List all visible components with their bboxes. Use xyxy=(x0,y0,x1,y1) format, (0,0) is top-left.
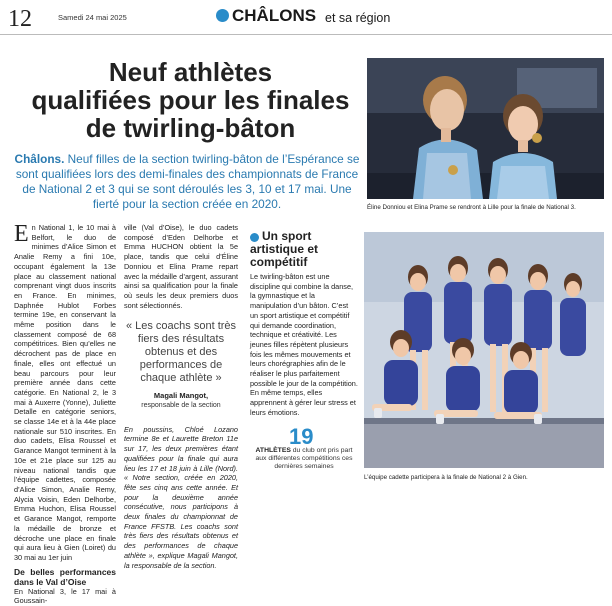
lede-text: Neuf filles de la section twirling-bâton de l’Espérance se sont qualifiées lors des demi-finales des championnats de France de National 2 et 3 qui se sont déroulés les 3, 10 et 17 mai. Une fierté pour la section créée en 2020. xyxy=(15,152,360,211)
stat-number: 19 xyxy=(289,424,314,449)
paragraph: En poussins, Chloé Lozano termine 8e et Laurette Breton 11e sur 17, les deux premières étant qualifiées pour la finale qui aura lieu les 17 et 18 juin à Lille (Nord). « Notre section, créée en 2020, fête ses cinq ans cette année. Et pour la deuxième année consécutive, nous participons à deux finales du championnat de France FFSTB. Les coachs sont très fiers des résultats obtenus et des performances de chaque athlète », explique Magali Mangot, la responsable de la section. xyxy=(124,424,238,570)
photo-team xyxy=(364,232,604,468)
subheading: De belles performances dans le Val d’Oise xyxy=(14,566,116,587)
pull-quote: « Les coachs sont très fiers des résultats obtenus et des performances de chaque athlète » xyxy=(125,320,237,385)
photo-duo xyxy=(367,58,604,199)
page-number: 12 xyxy=(8,6,32,32)
article-column-2 xyxy=(124,223,238,570)
sidebar-text: Le twirling-bâton est une discipline qui combine la danse, la gymnastique et la manipulation d’un bâton. C’est un sport artistique et compétitif qui demande coordination, technique et créativité. Les jeunes filles répètent plusieurs fois les mêmes mouvements et leurs chorégraphies afin de le réaliser le plus parfaitement possible le jour de la compétition. En même temps, elles apprennent à gérer leur stress et leurs émotions. xyxy=(250,272,358,417)
headline-line: Neuf athlètes xyxy=(108,57,273,87)
drop-cap: E xyxy=(14,221,29,247)
section-subtitle: et sa région xyxy=(325,11,391,25)
paragraph: En National 3, le 17 mai à Goussain- xyxy=(14,586,116,606)
article-headline xyxy=(28,58,353,142)
section-dot-icon xyxy=(216,9,229,22)
photo-duo-caption: Éline Donniou et Elina Prame se rendront à Lille pour la finale de National 3. xyxy=(367,204,576,211)
lede-town: Châlons. xyxy=(14,152,65,166)
sidebar-heading: Un sport artistique et compétitif xyxy=(250,229,319,269)
article-column-1 xyxy=(14,223,116,606)
quote-author: Magali Mangot, xyxy=(153,391,209,401)
article-lede xyxy=(14,152,360,212)
stat-label: ATHLÈTES xyxy=(255,447,291,454)
photo-duo-image xyxy=(367,58,604,199)
stat-caption xyxy=(250,447,358,471)
section-title: CHÂLONS xyxy=(232,6,317,25)
quote-author-role: responsable de la section xyxy=(141,402,221,410)
paragraph: ville (Val d’Oise), le duo cadets composé d’Eden Delhorbe et Emma HUCHON obtient la 5e place, tandis que celui d’Éline Donniou et Elina Prame repart avec la médaille d’argent, assurant ainsi sa qualification pour la finale où seuls les deux premiers duos sont sélectionnés. xyxy=(124,223,238,310)
header-rule xyxy=(0,34,612,35)
headline-line: qualifiées pour les finales xyxy=(31,85,350,115)
paragraph: n National 1, le 10 mai à Belfort, le duo de minimes d’Alice Simon et Analie Remy a fini 10e, occupant également la 13e place au classement national comprenant vingt duos inscrits en France. En minimes, Daphnée Hublot Forbes termine 19e, en conservant la même position dans le classement composé de 68 compétitrices. Bien qu’elles ne décrochent pas de place en finale, elles ont effectué un beau parcours pour leur première année dans cette catégorie. En National 2, le 3 mai à Auxerre (Yonne), Juliette Detalle en catégorie seniors, se classe 14e et à la 44e place nationale sur 510 inscrites. En duo cadets, Elisa Roussel et Garance Mangot terminent à la 10e et 21e place sur 125 au niveau national tandis que l’équipe cadettes, composée d’Alice Simon, Analie Remy, Alycia Voisin, Eden Delhorbe, Emma Huchon, Elisa Roussel et Garance Mangot, remporte la médaille de bronze et décroche une place en finale qui aura lieu à Gien (Loiret) du 30 mai au 1er juin xyxy=(14,223,116,562)
stat-text: du club ont pris part aux différentes compétitions ces dernières semaines xyxy=(255,447,353,470)
headline-line: de twirling-bâton xyxy=(85,113,296,143)
issue-date: Samedi 24 mai 2025 xyxy=(58,13,127,22)
photo-team-caption: L’équipe cadette participera à la finale de National 2 à Gien. xyxy=(364,474,528,481)
photo-team-image xyxy=(364,232,604,468)
